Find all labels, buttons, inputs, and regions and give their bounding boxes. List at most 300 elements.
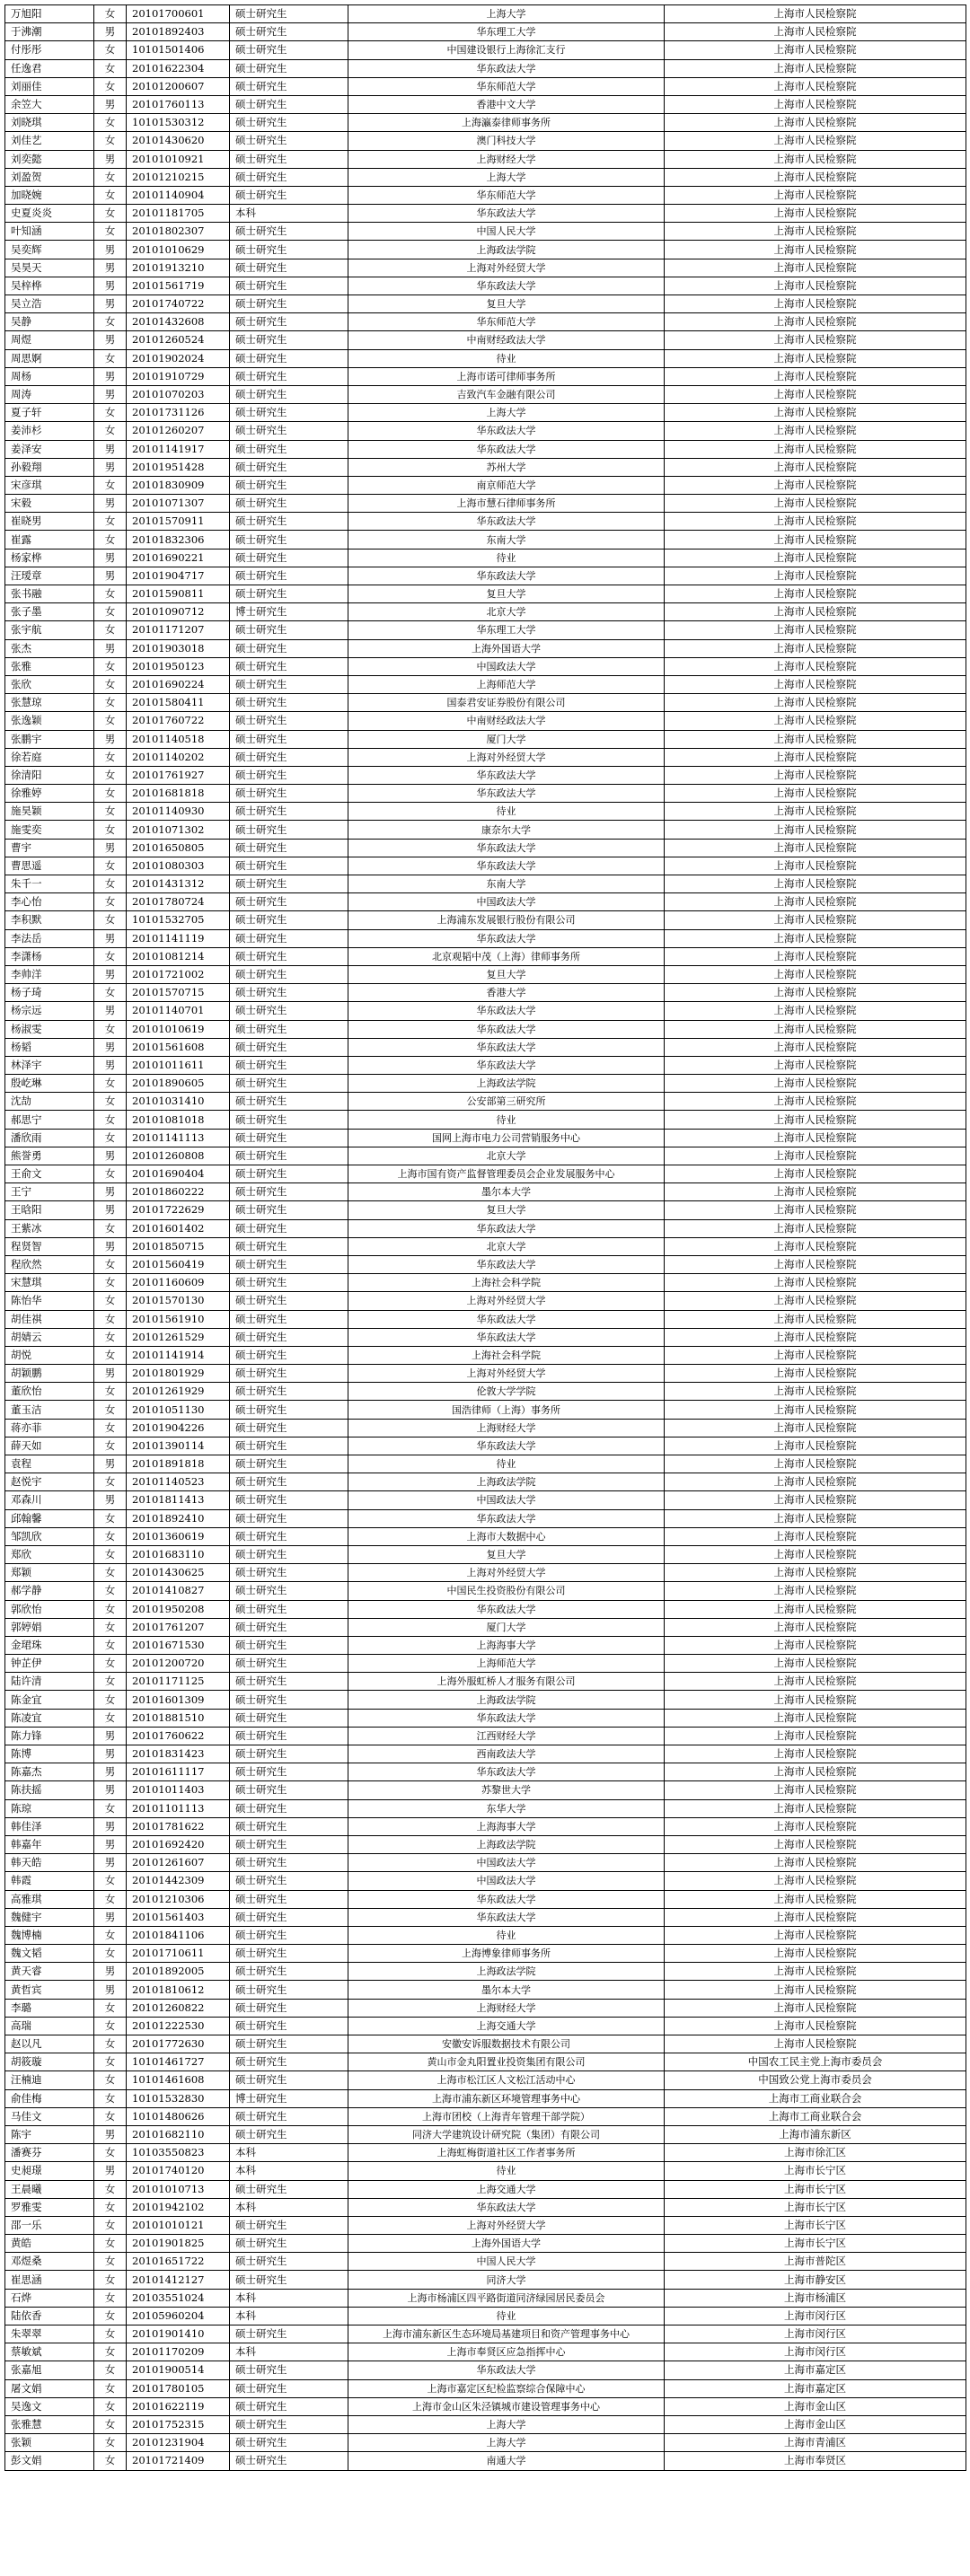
cell-exam-id: 10101532705 (127, 911, 230, 929)
cell-degree: 博士研究生 (230, 603, 348, 621)
table-row (5, 476, 966, 494)
cell-name: 张雅 (5, 657, 94, 675)
table-row (5, 2397, 966, 2415)
cell-gender: 男 (94, 1201, 127, 1219)
cell-name: 杨韬 (5, 1038, 94, 1056)
table-row (5, 1926, 966, 1944)
cell-exam-id: 20101881510 (127, 1709, 230, 1727)
cell-work-unit: 华东政法大学 (348, 766, 665, 784)
cell-work-unit: 中南财经政法大学 (348, 331, 665, 349)
cell-degree: 硕士研究生 (230, 1292, 348, 1310)
cell-name: 张雅慧 (5, 2415, 94, 2433)
cell-gender: 男 (94, 495, 127, 513)
table-row (5, 1401, 966, 1419)
cell-gender: 女 (94, 1655, 127, 1673)
cell-gender: 女 (94, 2180, 127, 2198)
cell-name: 宋慧琪 (5, 1274, 94, 1292)
cell-degree: 硕士研究生 (230, 2271, 348, 2289)
cell-work-unit: 北京大学 (348, 603, 665, 621)
cell-work-unit: 北京大学 (348, 1237, 665, 1255)
table-row (5, 1963, 966, 1981)
cell-degree: 硕士研究生 (230, 1056, 348, 1074)
cell-degree: 硕士研究生 (230, 2035, 348, 2053)
cell-work-unit: 华东师范大学 (348, 77, 665, 95)
candidate-table (4, 4, 966, 2471)
cell-exam-id: 20101710611 (127, 1945, 230, 1963)
cell-name: 张书融 (5, 585, 94, 603)
cell-gender: 女 (94, 1255, 127, 1273)
cell-work-unit: 黄山市金丸阳置业投资集团有限公司 (348, 2053, 665, 2071)
cell-hiring-unit: 上海市人民检察院 (665, 1328, 966, 1346)
cell-gender: 女 (94, 766, 127, 784)
cell-gender: 女 (94, 2216, 127, 2234)
cell-work-unit: 上海大学 (348, 168, 665, 186)
cell-gender: 男 (94, 639, 127, 657)
cell-name: 夏子轩 (5, 404, 94, 422)
cell-work-unit: 上海博象律师事务所 (348, 1945, 665, 1963)
table-row (5, 2452, 966, 2470)
cell-name: 崔露 (5, 531, 94, 549)
cell-hiring-unit: 上海市人民检察院 (665, 422, 966, 440)
cell-work-unit: 华东理工大学 (348, 621, 665, 639)
cell-name: 万旭阳 (5, 5, 94, 23)
cell-hiring-unit: 上海市人民检察院 (665, 1655, 966, 1673)
table-row (5, 639, 966, 657)
cell-degree: 硕士研究生 (230, 2053, 348, 2071)
cell-gender: 男 (94, 929, 127, 947)
cell-work-unit: 上海对外经贸大学 (348, 2216, 665, 2234)
cell-name: 陆许清 (5, 1673, 94, 1691)
cell-gender: 女 (94, 1890, 127, 1908)
cell-gender: 女 (94, 1111, 127, 1129)
cell-work-unit: 西南政法大学 (348, 1745, 665, 1763)
cell-name: 周煜 (5, 331, 94, 349)
cell-work-unit: 华东政法大学 (348, 785, 665, 803)
cell-exam-id: 20101740722 (127, 295, 230, 313)
cell-degree: 硕士研究生 (230, 1745, 348, 1763)
cell-work-unit: 中国政法大学 (348, 1491, 665, 1509)
cell-degree: 硕士研究生 (230, 1636, 348, 1654)
cell-degree: 硕士研究生 (230, 1799, 348, 1817)
cell-gender: 女 (94, 59, 127, 77)
cell-gender: 女 (94, 2198, 127, 2216)
cell-hiring-unit: 上海市人民检察院 (665, 603, 966, 621)
cell-degree: 硕士研究生 (230, 1237, 348, 1255)
cell-work-unit: 华东政法大学 (348, 513, 665, 531)
cell-name: 张逸颖 (5, 712, 94, 730)
cell-degree: 硕士研究生 (230, 186, 348, 204)
cell-name: 薛天如 (5, 1437, 94, 1455)
cell-exam-id: 20101261929 (127, 1383, 230, 1401)
table-row (5, 1908, 966, 1926)
cell-degree: 硕士研究生 (230, 984, 348, 1002)
cell-gender: 女 (94, 1926, 127, 1944)
cell-name: 史昶璟 (5, 2162, 94, 2180)
table-row (5, 1183, 966, 1201)
cell-exam-id: 20101671530 (127, 1636, 230, 1654)
cell-exam-id: 20101903018 (127, 639, 230, 657)
cell-exam-id: 20101071302 (127, 821, 230, 839)
cell-degree: 硕士研究生 (230, 1093, 348, 1111)
cell-work-unit: 上海市杨浦区四平路街道同济绿园居民委员会 (348, 2289, 665, 2307)
cell-name: 邓森川 (5, 1491, 94, 1509)
cell-hiring-unit: 上海市长宁区 (665, 2162, 966, 2180)
cell-exam-id: 20101590811 (127, 585, 230, 603)
cell-gender: 女 (94, 2271, 127, 2289)
cell-hiring-unit: 上海市徐汇区 (665, 2144, 966, 2162)
cell-work-unit: 上海对外经贸大学 (348, 1365, 665, 1383)
table-row (5, 785, 966, 803)
cell-exam-id: 20101650805 (127, 839, 230, 857)
table-row (5, 1165, 966, 1183)
cell-name: 陈扶摇 (5, 1781, 94, 1799)
cell-exam-id: 20101902024 (127, 349, 230, 367)
table-row (5, 2125, 966, 2143)
table-row (5, 259, 966, 277)
cell-degree: 硕士研究生 (230, 2379, 348, 2397)
cell-gender: 女 (94, 313, 127, 331)
cell-hiring-unit: 上海市人民检察院 (665, 1799, 966, 1817)
cell-exam-id: 20101942102 (127, 2198, 230, 2216)
cell-name: 崔思涵 (5, 2271, 94, 2289)
cell-gender: 女 (94, 2415, 127, 2433)
table-row (5, 929, 966, 947)
cell-gender: 男 (94, 1147, 127, 1165)
cell-name: 潘赛芬 (5, 2144, 94, 2162)
cell-name: 胡佳祺 (5, 1310, 94, 1328)
cell-exam-id: 20101081214 (127, 947, 230, 965)
cell-degree: 硕士研究生 (230, 440, 348, 458)
table-row (5, 2162, 966, 2180)
cell-exam-id: 20101081018 (127, 1111, 230, 1129)
table-row (5, 947, 966, 965)
cell-degree: 硕士研究生 (230, 2434, 348, 2452)
cell-work-unit: 华东政法大学 (348, 1890, 665, 1908)
table-row (5, 1147, 966, 1165)
cell-degree: 硕士研究生 (230, 23, 348, 41)
cell-gender: 男 (94, 1038, 127, 1056)
table-row (5, 1020, 966, 1038)
cell-hiring-unit: 上海市静安区 (665, 2271, 966, 2289)
cell-gender: 女 (94, 2089, 127, 2107)
cell-hiring-unit: 中国致公党上海市委员会 (665, 2071, 966, 2089)
cell-exam-id: 20101260808 (127, 1147, 230, 1165)
table-row (5, 2144, 966, 2162)
cell-gender: 女 (94, 2343, 127, 2361)
cell-degree: 硕士研究生 (230, 1002, 348, 1020)
cell-work-unit: 中国人民大学 (348, 223, 665, 241)
cell-degree: 硕士研究生 (230, 1328, 348, 1346)
cell-name: 韩佳泽 (5, 1817, 94, 1835)
cell-degree: 硕士研究生 (230, 803, 348, 821)
table-row (5, 2253, 966, 2271)
cell-exam-id: 20101231904 (127, 2434, 230, 2452)
cell-exam-id: 20101731126 (127, 404, 230, 422)
table-row (5, 712, 966, 730)
cell-work-unit: 上海瀛泰律师事务所 (348, 114, 665, 132)
cell-name: 叶知涵 (5, 223, 94, 241)
cell-hiring-unit: 上海市青浦区 (665, 2434, 966, 2452)
cell-gender: 男 (94, 331, 127, 349)
cell-exam-id: 20101051130 (127, 1401, 230, 1419)
cell-hiring-unit: 上海市人民检察院 (665, 1709, 966, 1727)
table-row (5, 857, 966, 875)
cell-work-unit: 华东政法大学 (348, 1020, 665, 1038)
cell-name: 王晨曦 (5, 2180, 94, 2198)
cell-degree: 硕士研究生 (230, 1781, 348, 1799)
cell-hiring-unit: 上海市人民检察院 (665, 205, 966, 223)
cell-degree: 硕士研究生 (230, 41, 348, 59)
cell-hiring-unit: 上海市人民检察院 (665, 675, 966, 693)
cell-degree: 硕士研究生 (230, 2253, 348, 2271)
cell-name: 魏健宇 (5, 1908, 94, 1926)
cell-gender: 女 (94, 712, 127, 730)
cell-work-unit: 中国政法大学 (348, 1854, 665, 1872)
cell-hiring-unit: 上海市人民检察院 (665, 513, 966, 531)
cell-name: 邵一乐 (5, 2216, 94, 2234)
cell-degree: 硕士研究生 (230, 1527, 348, 1545)
cell-work-unit: 华东师范大学 (348, 186, 665, 204)
cell-work-unit: 上海海事大学 (348, 1817, 665, 1835)
table-row (5, 331, 966, 349)
cell-gender: 男 (94, 1908, 127, 1926)
cell-work-unit: 中国建设银行上海徐汇支行 (348, 41, 665, 59)
cell-exam-id: 10101532830 (127, 2089, 230, 2107)
table-row (5, 59, 966, 77)
cell-hiring-unit: 上海市人民检察院 (665, 2035, 966, 2053)
cell-name: 金珺珠 (5, 1636, 94, 1654)
cell-hiring-unit: 上海市闵行区 (665, 2343, 966, 2361)
cell-hiring-unit: 上海市人民检察院 (665, 947, 966, 965)
cell-work-unit: 上海社会科学院 (348, 1346, 665, 1364)
cell-name: 余笠大 (5, 95, 94, 113)
cell-degree: 硕士研究生 (230, 2235, 348, 2253)
cell-work-unit: 上海政法学院 (348, 1835, 665, 1853)
cell-name: 吴梓桦 (5, 277, 94, 295)
cell-gender: 男 (94, 150, 127, 168)
cell-work-unit: 东南大学 (348, 875, 665, 893)
table-row (5, 1365, 966, 1383)
cell-name: 崔晓男 (5, 513, 94, 531)
cell-name: 赵悦宇 (5, 1473, 94, 1491)
cell-degree: 硕士研究生 (230, 785, 348, 803)
cell-work-unit: 香港中文大学 (348, 95, 665, 113)
cell-exam-id: 20101892410 (127, 1509, 230, 1527)
cell-degree: 硕士研究生 (230, 313, 348, 331)
table-row (5, 1854, 966, 1872)
cell-work-unit: 待业 (348, 1455, 665, 1473)
cell-hiring-unit: 上海市人民检察院 (665, 657, 966, 675)
cell-exam-id: 20101681818 (127, 785, 230, 803)
cell-name: 韩霞 (5, 1872, 94, 1890)
cell-degree: 硕士研究生 (230, 1274, 348, 1292)
cell-work-unit: 待业 (348, 549, 665, 567)
cell-work-unit: 华东政法大学 (348, 1310, 665, 1328)
cell-degree: 硕士研究生 (230, 1600, 348, 1618)
table-row (5, 513, 966, 531)
cell-hiring-unit: 上海市人民检察院 (665, 1509, 966, 1527)
table-row (5, 1419, 966, 1437)
cell-exam-id: 20101951428 (127, 458, 230, 476)
table-row (5, 1201, 966, 1219)
cell-hiring-unit: 上海市嘉定区 (665, 2361, 966, 2379)
cell-work-unit: 上海对外经贸大学 (348, 748, 665, 766)
table-row (5, 1383, 966, 1401)
cell-work-unit: 苏黎世大学 (348, 1781, 665, 1799)
cell-name: 沈劼 (5, 1093, 94, 1111)
cell-work-unit: 复旦大学 (348, 965, 665, 983)
cell-name: 李心怡 (5, 893, 94, 911)
cell-gender: 女 (94, 875, 127, 893)
cell-degree: 硕士研究生 (230, 2397, 348, 2415)
cell-gender: 女 (94, 1636, 127, 1654)
cell-work-unit: 伦敦大学学院 (348, 1383, 665, 1401)
table-row (5, 2271, 966, 2289)
cell-exam-id: 20101210306 (127, 1890, 230, 1908)
cell-hiring-unit: 上海市人民检察院 (665, 839, 966, 857)
cell-exam-id: 20101722629 (127, 1201, 230, 1219)
cell-work-unit: 墨尔本大学 (348, 1183, 665, 1201)
cell-hiring-unit: 上海市人民检察院 (665, 1419, 966, 1437)
cell-hiring-unit: 上海市人民检察院 (665, 367, 966, 385)
cell-exam-id: 20101390114 (127, 1437, 230, 1455)
cell-degree: 硕士研究生 (230, 2071, 348, 2089)
cell-work-unit: 中国政法大学 (348, 893, 665, 911)
cell-hiring-unit: 上海市人民检察院 (665, 114, 966, 132)
cell-exam-id: 20101832306 (127, 531, 230, 549)
cell-work-unit: 上海交通大学 (348, 2180, 665, 2198)
cell-hiring-unit: 上海市人民检察院 (665, 1618, 966, 1636)
cell-degree: 硕士研究生 (230, 513, 348, 531)
cell-hiring-unit: 上海市金山区 (665, 2397, 966, 2415)
cell-gender: 女 (94, 186, 127, 204)
cell-gender: 女 (94, 2017, 127, 2035)
cell-hiring-unit: 上海市人民检察院 (665, 150, 966, 168)
cell-gender: 女 (94, 1999, 127, 2017)
cell-work-unit: 上海市浦东新区环境管理事务中心 (348, 2089, 665, 2107)
table-row (5, 295, 966, 313)
cell-work-unit: 上海政法学院 (348, 1075, 665, 1093)
cell-hiring-unit: 上海市人民检察院 (665, 1310, 966, 1328)
cell-degree: 硕士研究生 (230, 1564, 348, 1582)
cell-hiring-unit: 上海市人民检察院 (665, 1292, 966, 1310)
cell-gender: 女 (94, 1383, 127, 1401)
cell-name: 宋毅 (5, 495, 94, 513)
cell-work-unit: 华东师范大学 (348, 313, 665, 331)
table-row (5, 1999, 966, 2017)
cell-work-unit: 吉致汽车金融有限公司 (348, 385, 665, 403)
cell-degree: 硕士研究生 (230, 1908, 348, 1926)
cell-hiring-unit: 上海市人民检察院 (665, 495, 966, 513)
cell-name: 罗雅雯 (5, 2198, 94, 2216)
cell-name: 杨宗远 (5, 1002, 94, 1020)
cell-gender: 女 (94, 2253, 127, 2271)
cell-work-unit: 上海市诺可律师事务所 (348, 367, 665, 385)
cell-exam-id: 20101070203 (127, 385, 230, 403)
table-row (5, 2379, 966, 2397)
cell-degree: 硕士研究生 (230, 95, 348, 113)
cell-gender: 女 (94, 349, 127, 367)
cell-degree: 硕士研究生 (230, 1165, 348, 1183)
cell-hiring-unit: 上海市人民检察院 (665, 821, 966, 839)
cell-hiring-unit: 上海市人民检察院 (665, 1165, 966, 1183)
cell-hiring-unit: 上海市工商业联合会 (665, 2089, 966, 2107)
cell-exam-id: 20101811413 (127, 1491, 230, 1509)
cell-hiring-unit: 上海市人民检察院 (665, 1455, 966, 1473)
table-body (5, 5, 966, 2471)
cell-degree: 本科 (230, 2198, 348, 2216)
cell-work-unit: 华东政法大学 (348, 857, 665, 875)
cell-gender: 女 (94, 1527, 127, 1545)
table-row (5, 1655, 966, 1673)
cell-gender: 女 (94, 785, 127, 803)
cell-degree: 硕士研究生 (230, 1890, 348, 1908)
cell-gender: 女 (94, 621, 127, 639)
cell-gender: 女 (94, 2071, 127, 2089)
cell-exam-id: 20101831423 (127, 1745, 230, 1763)
cell-hiring-unit: 上海市长宁区 (665, 2180, 966, 2198)
cell-name: 魏博楠 (5, 1926, 94, 1944)
cell-work-unit: 南京师范大学 (348, 476, 665, 494)
cell-hiring-unit: 上海市人民检察院 (665, 730, 966, 748)
cell-degree: 硕士研究生 (230, 1075, 348, 1093)
cell-exam-id: 20101141914 (127, 1346, 230, 1364)
cell-name: 屠文娟 (5, 2379, 94, 2397)
cell-gender: 男 (94, 259, 127, 277)
cell-hiring-unit: 上海市人民检察院 (665, 639, 966, 657)
cell-gender: 女 (94, 1872, 127, 1890)
table-row (5, 621, 966, 639)
cell-degree: 硕士研究生 (230, 422, 348, 440)
cell-work-unit: 华东政法大学 (348, 1219, 665, 1237)
table-row (5, 1835, 966, 1853)
cell-gender: 女 (94, 1274, 127, 1292)
cell-hiring-unit: 上海市人民检察院 (665, 95, 966, 113)
cell-gender: 女 (94, 2235, 127, 2253)
cell-gender: 女 (94, 1945, 127, 1963)
cell-exam-id: 20101011611 (127, 1056, 230, 1074)
cell-gender: 男 (94, 1854, 127, 1872)
table-row (5, 694, 966, 712)
cell-hiring-unit: 上海市人民检察院 (665, 1473, 966, 1491)
cell-hiring-unit: 上海市人民检察院 (665, 458, 966, 476)
cell-work-unit: 待业 (348, 1926, 665, 1944)
cell-hiring-unit: 上海市人民检察院 (665, 385, 966, 403)
cell-gender: 女 (94, 1709, 127, 1727)
cell-degree: 硕士研究生 (230, 675, 348, 693)
cell-hiring-unit: 上海市人民检察院 (665, 41, 966, 59)
cell-degree: 硕士研究生 (230, 1401, 348, 1419)
cell-hiring-unit: 上海市闵行区 (665, 2325, 966, 2343)
cell-gender: 女 (94, 2144, 127, 2162)
cell-degree: 硕士研究生 (230, 1763, 348, 1781)
cell-degree: 硕士研究生 (230, 1963, 348, 1981)
cell-degree: 硕士研究生 (230, 1872, 348, 1890)
cell-name: 吴静 (5, 313, 94, 331)
cell-hiring-unit: 上海市人民检察院 (665, 77, 966, 95)
cell-name: 陈宇 (5, 2125, 94, 2143)
cell-work-unit: 复旦大学 (348, 295, 665, 313)
cell-work-unit: 上海市嘉定区纪检监察综合保障中心 (348, 2379, 665, 2397)
cell-gender: 女 (94, 404, 127, 422)
cell-degree: 硕士研究生 (230, 1727, 348, 1745)
cell-work-unit: 东南大学 (348, 531, 665, 549)
cell-gender: 男 (94, 241, 127, 259)
cell-degree: 硕士研究生 (230, 1038, 348, 1056)
cell-hiring-unit: 上海市人民检察院 (665, 1075, 966, 1093)
table-row (5, 1509, 966, 1527)
cell-work-unit: 复旦大学 (348, 1545, 665, 1563)
